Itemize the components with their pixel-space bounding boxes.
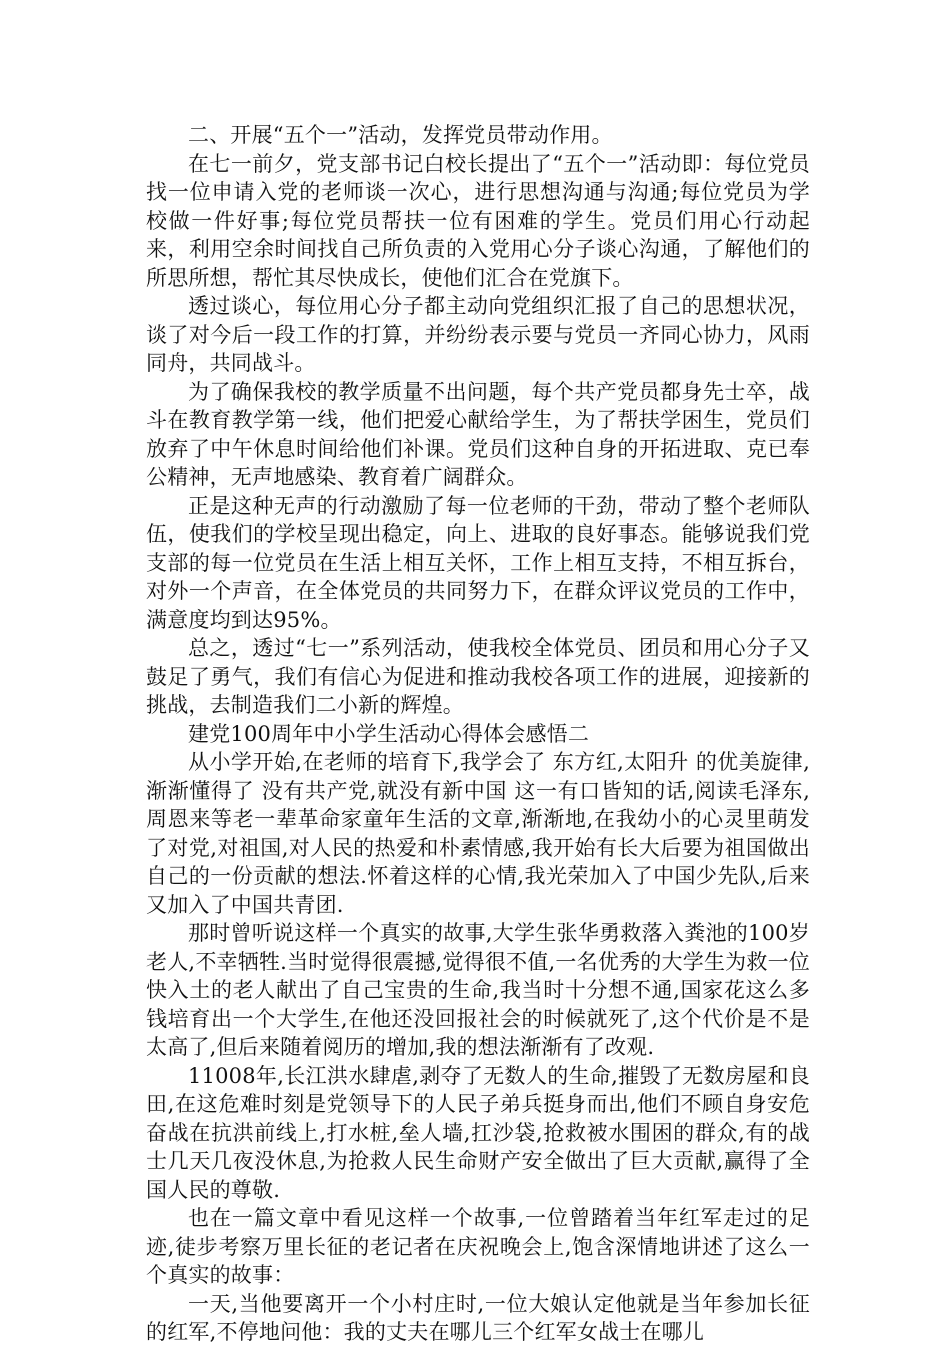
paragraph: 总之，透过“七一”系列活动，使我校全体党员、团员和用心分子又鼓足了勇气，我们有信心为促进和推动我校各项工作的进展，迎接新的挑战，去制造我们二小新的辉煌。 <box>146 636 810 717</box>
article-title: 建党100周年中小学生活动心得体会感悟二 <box>188 721 590 746</box>
paragraph: 也在一篇文章中看见这样一个故事,一位曾踏着当年红军走过的足迹,徒步考察万里长征的老记者在庆祝晚会上,饱含深情地讲述了这么一个真实的故事： <box>146 1206 810 1287</box>
section-heading: 二、开展“五个一”活动，发挥党员带动作用。 <box>188 123 613 147</box>
paragraph: 那时曾听说这样一个真实的故事,大学生张华勇救落入粪池的100岁老人,不幸牺牲.当时觉得很震撼,觉得很不值,一名优秀的大学生为救一位快入土的老人献出了自己宝贵的生命,我当时十分想不通,国家花这么多钱培育出一个大学生,在他还没回报社会的时候就死了,这个代价是不是太高了,但后来随着阅历的增加,我的想法渐渐有了改观. <box>146 921 810 1059</box>
paragraph: 在七一前夕，党支部书记白校长提出了“五个一”活动即：每位党员找一位申请入党的老师谈一次心，进行思想沟通与沟通;每位党员为学校做一件好事;每位党员帮扶一位有困难的学生。党员们用心行动起来，利用空余时间找自己所负责的入党用心分子谈心沟通，了解他们的所思所想，帮忙其尽快成长，使他们汇合在党旗下。 <box>146 151 810 290</box>
paragraph: 11008年,长江洪水肆虐,剥夺了无数人的生命,摧毁了无数房屋和良田,在这危难时刻是党领导下的人民子弟兵挺身而出,他们不顾自身安危奋战在抗洪前线上,打水桩,垒人墙,扛沙袋,抢救被水围困的群众,有的战士几天几夜没休息,为抢救人民生命财产安全做出了巨大贡献,赢得了全国人民的尊敬. <box>146 1063 810 1202</box>
paragraph: 正是这种无声的行动激励了每一位老师的干劲，带动了整个老师队伍，使我们的学校呈现出稳定，向上、进取的良好事态。能够说我们党支部的每一位党员在生活上相互关怀，工作上相互支持，不相互拆台，对外一个声音，在全体党员的共同努力下，在群众评议党员的工作中，满意度均到达95%。 <box>146 493 810 632</box>
paragraph: 透过谈心，每位用心分子都主动向党组织汇报了自己的思想状况，谈了对今后一段工作的打算，并纷纷表示要与党员一齐同心协力，风雨同舟，共同战斗。 <box>146 294 810 375</box>
paragraph: 为了确保我校的教学质量不出问题，每个共产党员都身先士卒，战斗在教育教学第一线，他们把爱心献给学生，为了帮扶学困生，党员们放弃了中午休息时间给他们补课。党员们这种自身的开拓进取、克已奉公精神，无声地感染、教育着广阔群众。 <box>146 379 810 489</box>
paragraph: 一天,当他要离开一个小村庄时,一位大娘认定他就是当年参加长征的红军,不停地问他：我的丈夫在哪儿三个红军女战士在哪儿 <box>146 1291 810 1344</box>
document-body <box>146 121 810 1347</box>
paragraph: 从小学开始,在老师的培育下,我学会了 东方红,太阳升 的优美旋律,渐渐懂得了 没有共产党,就没有新中国 这一有口皆知的话,阅读毛泽东,周恩来等老一辈革命家童年生活的文章,渐渐地,在我幼小的心灵里萌发了对党,对祖国,对人民的热爱和朴素情感,我开始有长大后要为祖国做出自己的一份贡献的想法.怀着这样的心情,我光荣加入了中国少先队,后来又加入了中国共青团. <box>146 750 810 917</box>
